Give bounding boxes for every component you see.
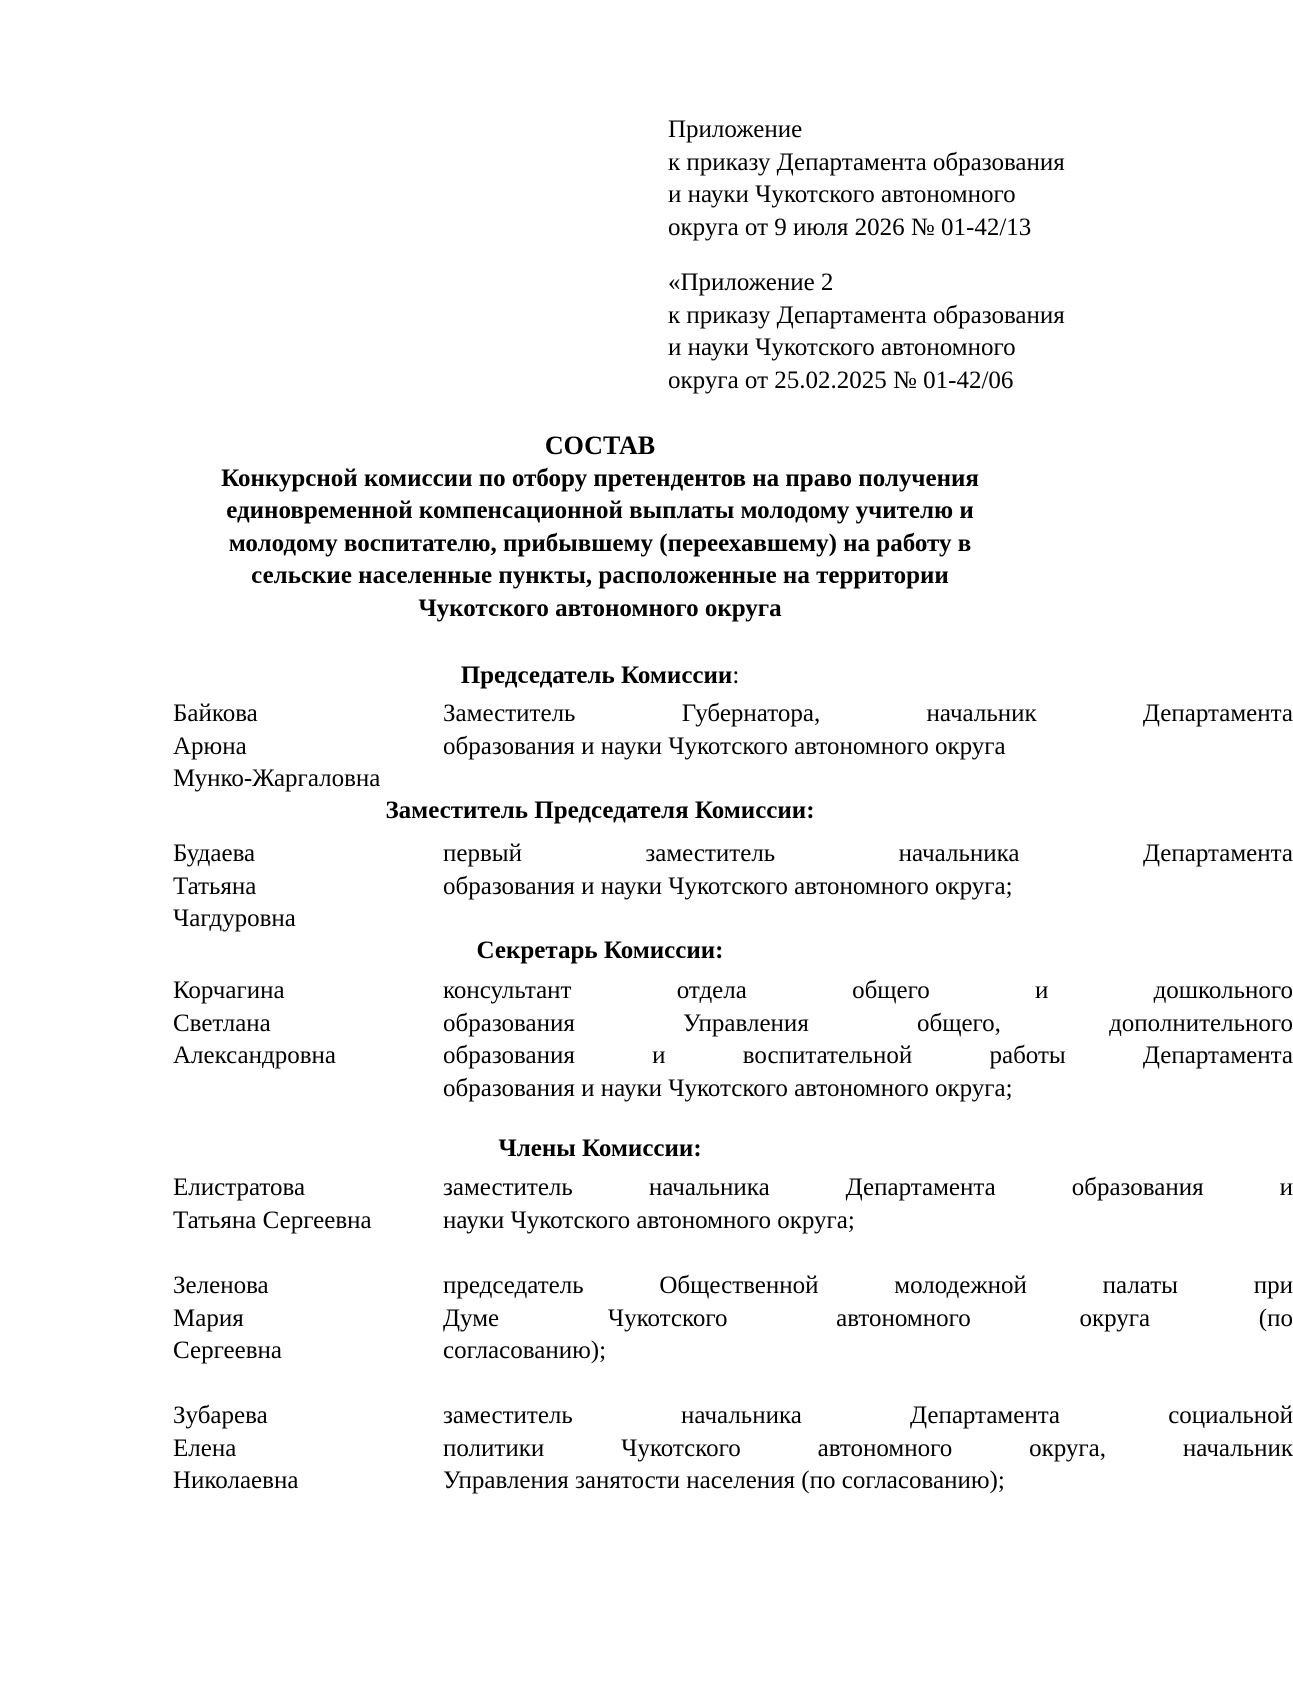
- role-line: науки Чукотского автономного округа;: [443, 1206, 855, 1234]
- member-role: [443, 1172, 1293, 1237]
- name-line: Сергеевна: [173, 1337, 282, 1364]
- member-name: [173, 975, 433, 1073]
- name-line: Татьяна: [173, 872, 257, 900]
- role-line: образования и науки Чукотского автономного округа: [443, 732, 1006, 760]
- member-role: [443, 838, 1293, 903]
- document-heading: СОСТАВ: [544, 431, 656, 460]
- appendix-reference-current: [668, 114, 1138, 244]
- name-line: Татьяна Сергеевна: [173, 1206, 372, 1234]
- section-heading-members: Члены Комиссии:: [498, 1135, 702, 1162]
- title-line: сельские населенные пункты, расположенные на территории: [251, 562, 949, 589]
- name-line: Мунко-Жаргаловна: [173, 765, 381, 792]
- role-line: первый заместитель начальника Департамента: [443, 840, 1293, 867]
- appendix-reference-original: [668, 267, 1138, 397]
- appendix-line: «Приложение 2: [668, 269, 834, 296]
- title-line: молодому воспитателю, прибывшему (переехавшему) на работу в: [228, 529, 972, 557]
- role-line: заместитель начальника Департамента социальной: [443, 1402, 1293, 1429]
- name-line: Александровна: [173, 1042, 337, 1069]
- name-line: Елистратова: [173, 1174, 306, 1201]
- member-name: [173, 1172, 433, 1237]
- appendix-line: к приказу Департамента образования: [668, 148, 1065, 176]
- appendix-line: к приказу Департамента образования: [668, 301, 1065, 329]
- name-line: Арюна: [173, 732, 247, 760]
- section-heading-secretary: Секретарь Комиссии:: [476, 937, 724, 964]
- role-line: политики Чукотского автономного округа, начальник: [443, 1434, 1293, 1462]
- section-heading-chair: [0, 660, 1200, 693]
- name-line: Зубарева: [173, 1402, 268, 1429]
- role-line: Управления занятости населения (по согласованию);: [443, 1467, 1005, 1494]
- appendix-line: округа от 9 июля 2026 № 01-42/13: [668, 213, 1032, 241]
- member-role: [443, 1400, 1293, 1498]
- name-line: Мария: [173, 1304, 244, 1332]
- member-role: [443, 975, 1293, 1105]
- name-line: Байкова: [173, 700, 258, 727]
- member-name: [173, 838, 433, 936]
- appendix-line: и науки Чукотского автономного: [668, 334, 1016, 361]
- title-line: Чукотского автономного округа: [418, 594, 782, 622]
- section-heading-text: Председатель Комиссии: [460, 662, 733, 689]
- section-heading-deputy: Заместитель Председателя Комиссии:: [385, 797, 815, 824]
- role-line: заместитель начальника Департамента образования и: [443, 1174, 1293, 1201]
- role-line: образования и науки Чукотского автономного округа;: [443, 872, 1013, 900]
- member-name: [173, 698, 433, 796]
- name-line: Корчагина: [173, 977, 285, 1004]
- appendix-line: Приложение: [668, 116, 803, 143]
- role-line: согласованию);: [443, 1337, 607, 1364]
- member-role: [443, 698, 1293, 763]
- title-line: Конкурсной комиссии по отбору претендентов на право получения: [221, 464, 979, 492]
- member-role: [443, 1270, 1293, 1368]
- role-line: образования Управления общего, дополнительного: [443, 1009, 1293, 1037]
- role-line: консультант отдела общего и дошкольного: [443, 977, 1293, 1004]
- role-line: Заместитель Губернатора, начальник Департамента: [443, 700, 1293, 727]
- appendix-line: округа от 25.02.2025 № 01-42/06: [668, 366, 1014, 394]
- document-title-block: [0, 430, 1200, 625]
- member-name: [173, 1400, 433, 1498]
- role-line: Думе Чукотского автономного округа (по: [443, 1304, 1293, 1332]
- member-name: [173, 1270, 433, 1368]
- appendix-line: и науки Чукотского автономного: [668, 181, 1016, 208]
- role-line: образования и науки Чукотского автономного округа;: [443, 1074, 1013, 1102]
- name-line: Светлана: [173, 1009, 271, 1037]
- name-line: Будаева: [173, 840, 256, 867]
- name-line: Чагдуровна: [173, 905, 296, 932]
- name-line: Зеленова: [173, 1272, 269, 1299]
- title-line: единовременной компенсационной выплаты молодому учителю и: [226, 497, 974, 524]
- section-heading-colon: :: [732, 662, 740, 689]
- name-line: Николаевна: [173, 1467, 299, 1494]
- role-line: образования и воспитательной работы Департамента: [443, 1042, 1293, 1069]
- name-line: Елена: [173, 1434, 237, 1462]
- role-line: председатель Общественной молодежной палаты при: [443, 1272, 1293, 1299]
